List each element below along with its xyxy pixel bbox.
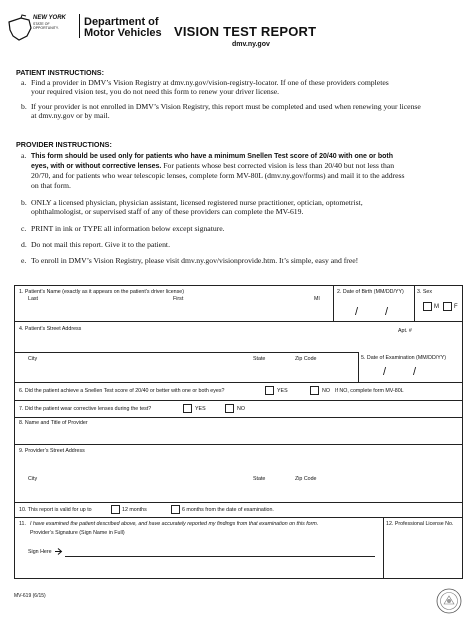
dob-slash-1: / — [355, 306, 359, 318]
text-line: your required vision test, you do not need this form to renew your driver license. — [31, 87, 280, 97]
provider-item-b — [21, 198, 461, 217]
row-divider — [15, 382, 462, 383]
website: dmv.ny.gov — [232, 41, 270, 48]
lenses-no-checkbox[interactable] — [225, 404, 234, 413]
snellen-yes-checkbox[interactable] — [265, 386, 274, 395]
patient-zip-label: Zip Code — [295, 356, 317, 362]
provider-city-label: City — [28, 476, 38, 482]
patient-address-label: 4. Patient’s Street Address — [19, 326, 82, 332]
snellen-yes-label: YES — [277, 388, 288, 394]
sex-label: 3. Sex — [417, 289, 433, 295]
lenses-yes-label: YES — [195, 406, 206, 412]
row-divider — [15, 517, 462, 518]
text-line: at dmv.ny.gov or by mail. — [31, 111, 110, 121]
logo-sub1: STATE OF — [33, 22, 50, 26]
patient-name-label: 1. Patient’s Name (exactly as it appears on the patient’s driver license) — [19, 289, 184, 295]
bold-text: eyes, with or without corrective lenses. — [31, 163, 162, 171]
mi-label: MI — [314, 296, 320, 302]
signature-label: Provider’s Signature (Sign Name in Full) — [30, 530, 125, 536]
sign-here-arrow-icon — [55, 548, 63, 555]
text-line: To enroll in DMV’s Vision Registry, please visit dmv.ny.gov/visionprovide.htm. It’s simple, easy and free! — [31, 256, 359, 265]
row-divider — [15, 321, 462, 322]
first-name-label: First — [173, 296, 184, 302]
form-id: MV-619 (6/15) — [14, 593, 46, 599]
validity-12-label: 12 months — [122, 507, 147, 513]
validity-12-checkbox[interactable] — [111, 505, 120, 514]
provider-item-d — [21, 240, 461, 249]
logo-divider — [79, 14, 80, 38]
row-divider — [15, 400, 462, 401]
exam-slash-1: / — [383, 366, 387, 378]
text-line: If your provider is not enrolled in DMV’s Vision Registry, this report must be completed and used when renewing your license — [31, 102, 421, 111]
license-number-label: 12. Professional License No. — [386, 521, 454, 527]
text-line: on that form. — [31, 180, 71, 190]
col-divider — [333, 286, 334, 321]
sex-f-checkbox[interactable] — [443, 302, 452, 311]
provider-address-label: 9. Provider’s Street Address — [19, 448, 85, 454]
provider-zip-label: Zip Code — [295, 476, 317, 482]
row-divider-partial — [15, 352, 358, 353]
validity-6-checkbox[interactable] — [171, 505, 180, 514]
row-divider — [15, 444, 462, 445]
text-line: ONLY a licensed physician, physician assistant, licensed registered nurse practitioner, optician, optometrist, — [31, 198, 363, 207]
text-line: For patients whose best corrected vision is less than 20/40 but not less than — [161, 161, 395, 171]
dept-line2: Motor Vehicles — [84, 27, 162, 39]
patient-state-label: State — [253, 356, 266, 362]
dob-label: 2. Date of Birth (MM/DD/YY) — [337, 289, 404, 295]
patient-item-a — [21, 78, 456, 97]
patient-instructions-heading: PATIENT INSTRUCTIONS: — [16, 68, 104, 77]
col-divider — [414, 286, 415, 321]
certification-number: 11. — [19, 521, 26, 527]
bold-text: This form should be used only for patients who have a minimum Snellen Test score of 20/40 with one or both — [31, 153, 393, 160]
apt-label: Apt. # — [398, 328, 412, 334]
item-label: d. — [21, 240, 27, 249]
logo-sub2: OPPORTUNITY. — [33, 26, 59, 30]
exam-slash-2: / — [413, 366, 417, 378]
exam-date-label: 5. Date of Examination (MM/DD/YY) — [361, 355, 447, 361]
dept-line1: Department of — [84, 16, 159, 28]
sign-here-label: Sign Here — [28, 549, 52, 555]
provider-state-label: State — [253, 476, 266, 482]
provider-item-a — [21, 151, 461, 190]
sex-f-label: F — [454, 304, 458, 310]
lenses-yes-checkbox[interactable] — [183, 404, 192, 413]
patient-city-label: City — [28, 356, 38, 362]
signature-line[interactable] — [65, 556, 375, 557]
col-divider — [383, 517, 384, 578]
item-label: c. — [21, 224, 27, 233]
vision-report-form — [14, 285, 463, 579]
text-line: 20/70, and for patients who wear telescopic lenses, complete form MV-80L (dmv.ny.gov/forms) and mail it to the address — [31, 171, 405, 181]
row-divider — [15, 417, 462, 418]
snellen-no-checkbox[interactable] — [310, 386, 319, 395]
sex-m-label: M — [434, 304, 439, 310]
logo-state: NEW YORK — [33, 15, 66, 21]
page-title: VISION TEST REPORT — [174, 24, 317, 39]
item-label: a. — [21, 78, 27, 87]
text-line: Do not mail this report. Give it to the patient. — [31, 240, 170, 249]
text-line: PRINT in ink or TYPE all information below except signature. — [31, 224, 225, 233]
patient-item-b — [21, 102, 459, 121]
provider-name-label: 8. Name and Title of Provider — [19, 420, 88, 426]
row-divider — [15, 502, 462, 503]
provider-item-c — [21, 224, 461, 233]
department-name — [84, 17, 162, 39]
item-label: e. — [21, 256, 27, 265]
lenses-no-label: NO — [237, 406, 245, 412]
item-label: a. — [21, 151, 27, 160]
validity-6-label: 6 months from the date of examination. — [182, 507, 274, 513]
certification-text: I have examined the patient described above, and have accurately reported my findings from that examination on this form. — [30, 521, 319, 527]
item-label: b. — [21, 198, 27, 207]
state-seal-icon — [436, 588, 462, 614]
snellen-question: 6. Did the patient achieve a Snellen Test score of 20/40 or better with one or both eyes? — [19, 388, 225, 394]
text-line: Find a provider in DMV’s Vision Registry at dmv.ny.gov/vision-registry-locator. If one of these providers completes — [31, 78, 389, 87]
item-label: b. — [21, 102, 27, 111]
lenses-question: 7. Did the patient wear corrective lenses during the test? — [19, 406, 152, 412]
sex-m-checkbox[interactable] — [423, 302, 432, 311]
col-divider — [358, 352, 359, 382]
dob-slash-2: / — [385, 306, 389, 318]
text-line: ophthalmologist, or supervised staff of any of these providers can complete the MV-619. — [31, 207, 304, 217]
provider-item-e — [21, 256, 461, 265]
last-name-label: Last — [28, 296, 39, 302]
snellen-no-label: NO — [322, 388, 330, 394]
provider-instructions-heading: PROVIDER INSTRUCTIONS: — [16, 140, 112, 149]
validity-label: 10. This report is valid for up to — [19, 507, 92, 513]
snellen-note: If NO, complete form MV-80L — [335, 388, 404, 394]
